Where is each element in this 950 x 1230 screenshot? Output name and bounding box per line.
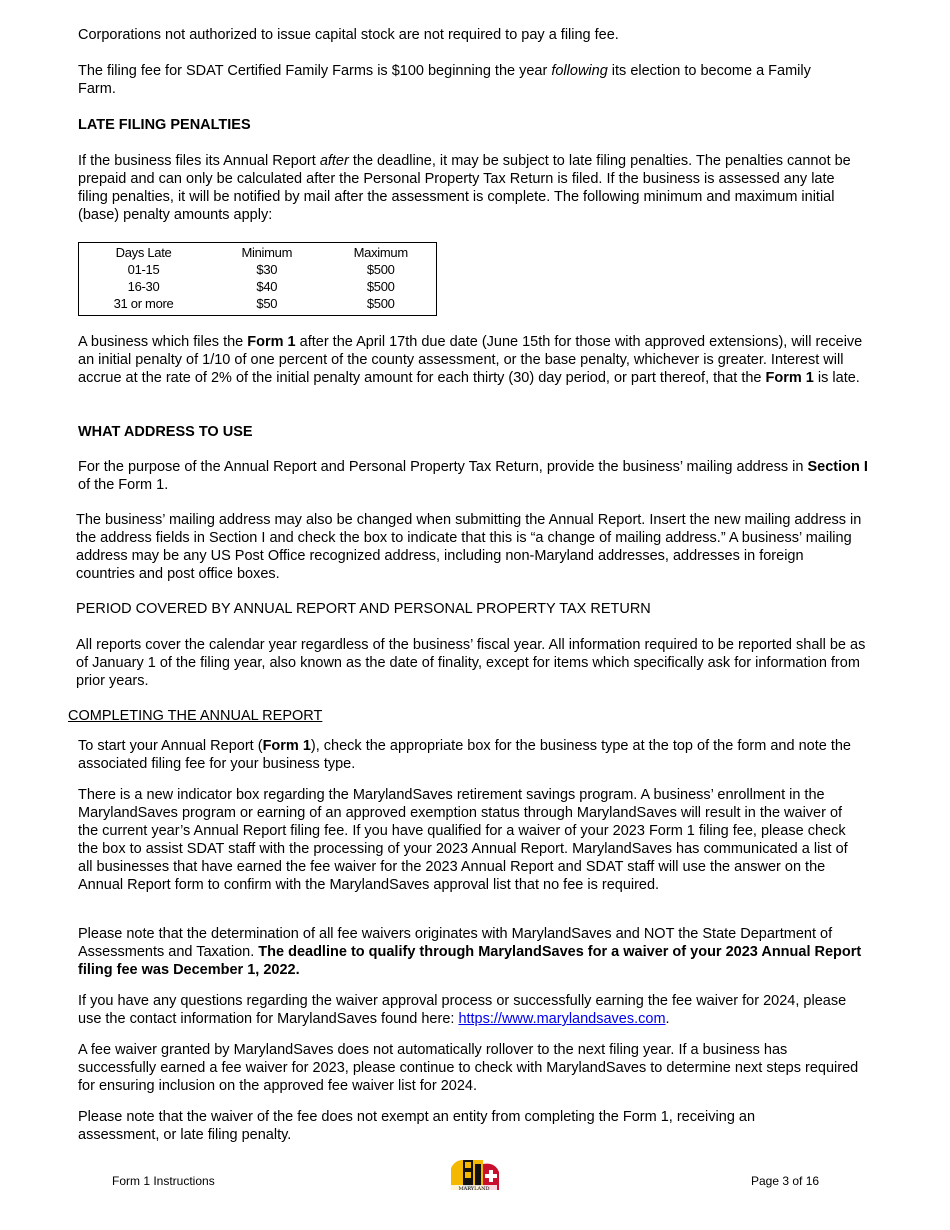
maryland-saves-link[interactable]: https://www.marylandsaves.com [458,1011,666,1027]
table-row [79,278,437,295]
maryland-logo [449,1156,501,1192]
period-heading: PERIOD COVERED BY ANNUAL REPORT AND PERSONAL PROPERTY TAX RETURN [76,601,651,617]
table-header-maximum: Maximum [353,244,408,260]
capital-stock-paragraph: Corporations not authorized to issue capital stock are not required to pay a filing fee. [78,27,619,43]
table-cell: $40 [256,279,278,295]
rollover-paragraph: A fee waiver granted by MarylandSaves does not automatically rollover to the next filing year. If a business has successfully earned a fee waiver for 2023, please continue to check with MarylandSaves to determine next steps required for ensuring inclusion on the approved fee waiver list for 2024. [78,1042,859,1094]
fee-waiver-determination-paragraph: Please note that the determination of all fee waivers originates with MarylandSaves and NOT the State Department of Assessments and Taxation. The deadline to qualify through MarylandSaves for a waiver of your 2023 Annual Report filing fee was December 1, 2022. [78,926,862,978]
family-farm-paragraph: The filing fee for SDAT Certified Family Farms is $100 beginning the year following its election to become a Family Farm. [78,63,811,97]
table-cell: 01-15 [127,261,160,277]
late-filing-paragraph: If the business files its Annual Report after the deadline, it may be subject to late filing penalties. The penalties cannot be prepaid and can only be calculated after the Personal Property Tax Return is filed. If the business is assessed any late filing penalties, it will be notified by mail after the assessment is complete. The following minimum and maximum initial (base) penalty amounts apply: [78,153,851,223]
mailing-address-paragraph: The business’ mailing address may also be changed when submitting the Annual Report. Insert the new mailing address in the address fields in Section I and check the box to indicate that this is “a change of mailing address.” A business’ mailing address may be any US Post Office recognized address, including non-Maryland addresses, addresses in foreign countries and post office boxes. [76,512,862,582]
table-cell: $500 [366,279,395,295]
completing-heading: COMPLETING THE ANNUAL REPORT [68,708,323,724]
waiver-exemption-paragraph: Please note that the waiver of the fee does not exempt an entity from completing the Form 1, receiving an assessment, or late filing penalty. [78,1109,756,1143]
maryland-flag-icon [449,1156,501,1192]
maryland-saves-paragraph: There is a new indicator box regarding the MarylandSaves retirement savings program. A business’ enrollment in the MarylandSaves program or earning of an approved exemption status through MarylandSaves will result in the waiver of the current year’s Annual Report filing fee. If you have qualified for a waiver of your 2023 Form 1 filing fee, please check the box to assist SDAT staff with the processing of your 2023 Annual Report. MarylandSaves has communicated a list of all businesses that have earned the fee waiver for the 2023 Annual Report and SDAT staff will use the answer on the Annual Report form to confirm with the MarylandSaves approval list that no fee is required. [78,787,848,893]
table-row [79,261,437,278]
late-filing-heading: LATE FILING PENALTIES [78,117,251,133]
maryland-logo-text: MARYLAND [458,1186,490,1192]
table-cell: 31 or more [113,296,174,312]
penalty-table [78,242,437,316]
table-row [79,296,437,316]
period-paragraph: All reports cover the calendar year regardless of the business’ fiscal year. All information required to be reported shall be as of January 1 of the filing year, also known as the date of finality, except for items which specifically ask for information from prior years. [76,637,866,689]
footer-page-number: Page 3 of 16 [751,1174,820,1188]
table-cell: $50 [256,296,278,312]
table-header-minimum: Minimum [241,244,293,260]
footer-form-title: Form 1 Instructions [112,1174,215,1188]
table-cell: $30 [256,261,278,277]
table-cell: 16-30 [127,279,160,295]
form1-penalty-paragraph: A business which files the Form 1 after the April 17th due date (June 15th for those with approved extensions), will receive an initial penalty of 1/10 of one percent of the county assessment, or the base penalty, whichever is greater. Interest will accrue at the rate of 2% of the initial penalty amount for each thirty (30) day period, or part thereof, that the Form 1 is late. [78,334,863,386]
address-heading: WHAT ADDRESS TO USE [78,424,253,440]
questions-paragraph: If you have any questions regarding the waiver approval process or successfully earning the fee waiver for 2024, please use the contact information for MarylandSaves found here: https://www.marylandsaves.com. [78,993,847,1027]
start-report-paragraph: To start your Annual Report (Form 1), check the appropriate box for the business type at the top of the form and note the associated filing fee for your business type. [78,738,851,772]
address-paragraph: For the purpose of the Annual Report and Personal Property Tax Return, provide the business’ mailing address in Section I of the Form 1. [78,459,868,493]
table-cell: $500 [366,261,395,277]
table-cell: $500 [366,296,395,312]
penalty-table-header [79,243,437,262]
table-header-days-late: Days Late [115,244,172,260]
